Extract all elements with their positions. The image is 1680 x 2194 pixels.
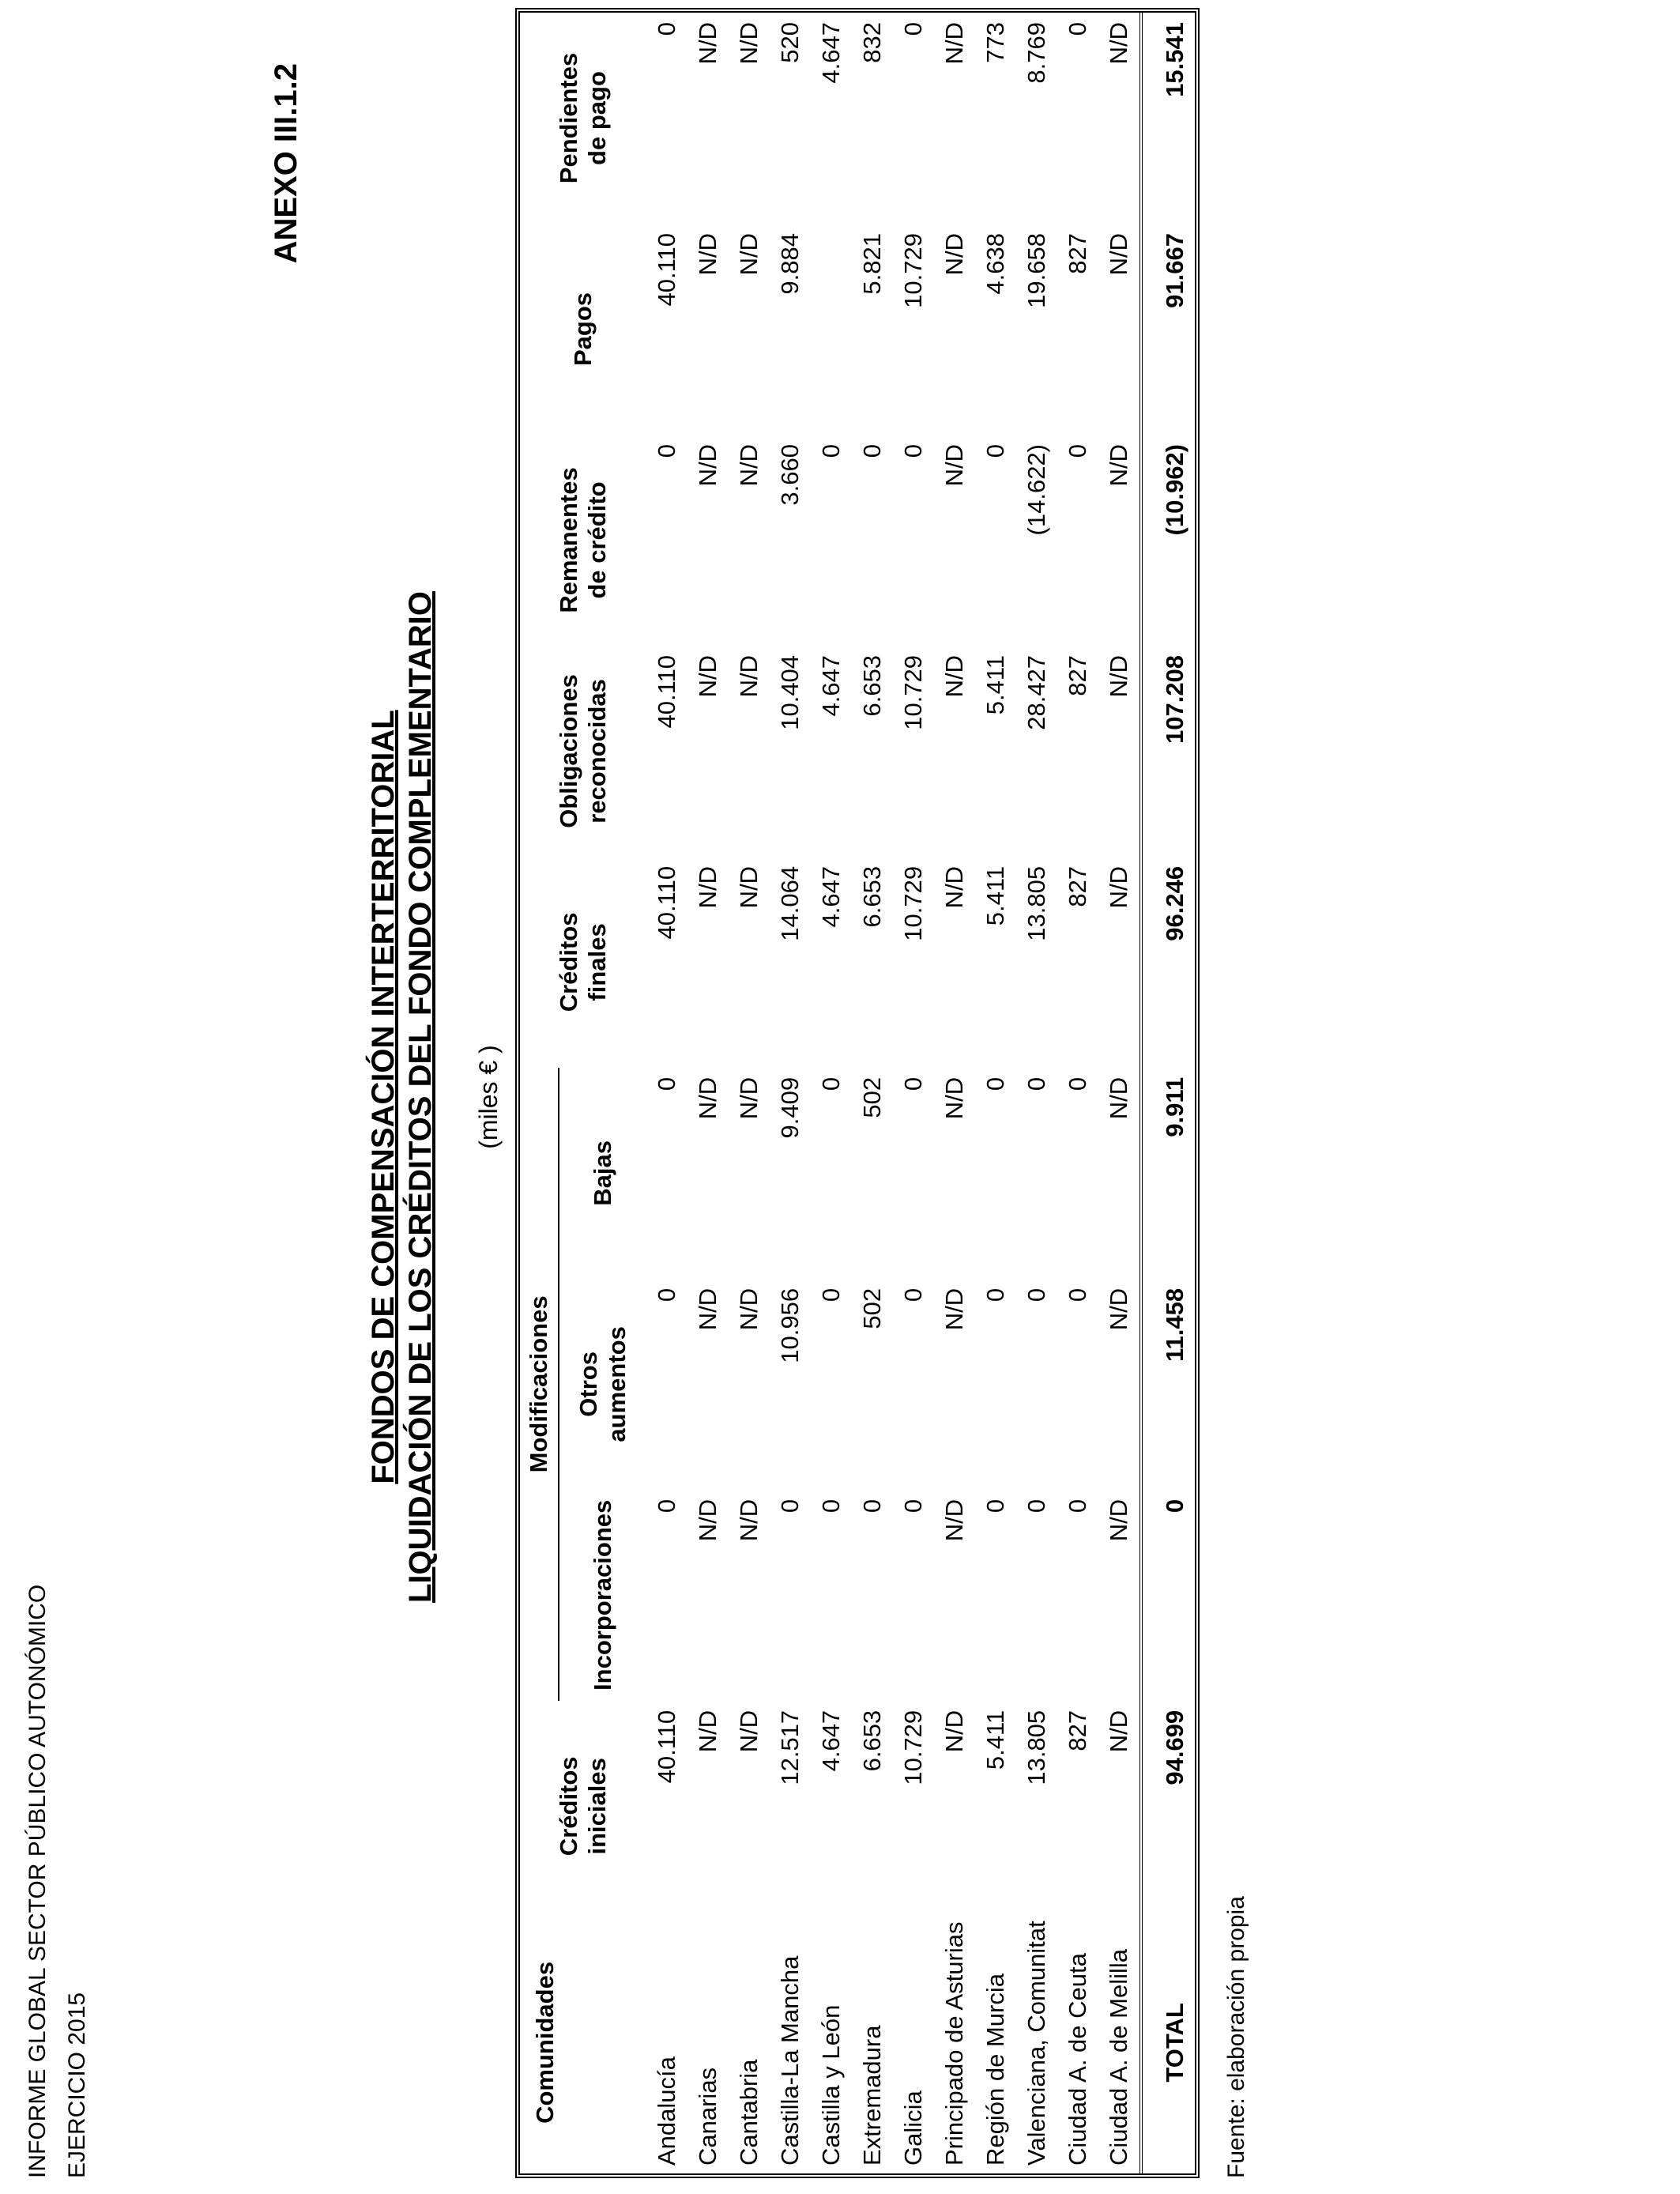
table-cell: N/D (735, 1287, 763, 1331)
table-cell: N/D (940, 233, 968, 276)
table-cell: N/D (940, 22, 968, 65)
table-cell: N/D (1105, 654, 1132, 698)
table-cell: N/D (940, 1710, 968, 1753)
table-cell: 0 (1023, 1287, 1050, 1302)
table-cell: N/D (694, 233, 721, 276)
units-label: (miles € ) (474, 1045, 503, 1149)
table-cell: 10.956 (776, 1287, 804, 1363)
table-cell: N/D (694, 443, 721, 487)
table-cell: N/D (940, 654, 968, 698)
col-header-creditos-finales-l2: finales (583, 923, 611, 1001)
table-cell: 0 (817, 443, 845, 458)
table-cell: 0 (899, 443, 927, 458)
table-cell: N/D (694, 654, 721, 698)
table-cell: N/D (694, 1287, 721, 1331)
liquidation-table-frame (515, 8, 1200, 2178)
table-cell: 832 (858, 22, 886, 63)
total-cell: 11.458 (1141, 1279, 1207, 1490)
table-cell: 773 (981, 22, 1009, 63)
comunidad-name: Principado de Asturias (940, 1921, 968, 2166)
table-cell: N/D (1105, 865, 1132, 909)
table-row (646, 13, 687, 2173)
table-cell: N/D (1105, 22, 1132, 65)
table-cell: 40.110 (653, 865, 680, 940)
table-cell: N/D (1105, 1076, 1132, 1120)
comunidad-name: Andalucía (653, 2056, 680, 2166)
table-cell: 5.411 (981, 865, 1009, 926)
table-row (770, 13, 811, 2173)
table-cell: 520 (776, 22, 804, 63)
total-cell: (10.962) (1141, 435, 1207, 646)
table-row (1016, 13, 1057, 2173)
col-header-otros-aumentos-l2: aumentos (603, 1326, 631, 1442)
comunidad-name: Ciudad A. de Ceuta (1064, 1953, 1091, 2166)
liquidation-table (520, 13, 1207, 2173)
table-cell: N/D (735, 22, 763, 65)
report-year: EJERCICIO 2015 (64, 1992, 90, 2178)
table-cell: 827 (1064, 654, 1091, 696)
table-cell: N/D (1105, 443, 1132, 487)
col-header-otros-aumentos-l1: Otros (574, 1351, 602, 1417)
table-cell: 0 (653, 1076, 680, 1091)
col-header-obligaciones (520, 646, 646, 857)
table-cell: 827 (1064, 1710, 1091, 1751)
comunidad-name: Valenciana, Comunitat (1023, 1921, 1050, 2166)
col-header-remanentes (520, 435, 646, 646)
table-cell: 4.647 (817, 1710, 845, 1772)
col-header-creditos-iniciales-l1: Créditos (555, 1756, 582, 1857)
table-cell: 40.110 (653, 1710, 680, 1784)
table-row (687, 13, 729, 2173)
comunidad-name: Extremadura (858, 2025, 886, 2166)
table-cell: 0 (899, 1287, 927, 1302)
col-header-bajas: Bajas (589, 1140, 616, 1206)
table-cell: 4.647 (817, 865, 845, 928)
col-group-modificaciones: Modificaciones (520, 1068, 559, 1701)
table-cell: 0 (817, 1076, 845, 1091)
table-cell: 13.805 (1023, 1710, 1050, 1785)
table-cell: 9.884 (776, 233, 804, 295)
table-cell: 10.729 (899, 654, 927, 730)
table-cell: 5.411 (981, 654, 1009, 715)
table-cell: 0 (1064, 1498, 1091, 1514)
col-header-creditos-iniciales-l2: iniciales (583, 1758, 611, 1855)
table-cell: (14.622) (1023, 443, 1050, 536)
total-cell: 0 (1141, 1490, 1207, 1701)
table-row (729, 13, 770, 2173)
table-cell: 4.647 (817, 654, 845, 717)
table-cell: 0 (899, 1076, 927, 1091)
col-header-incorporaciones: Incorporaciones (589, 1499, 616, 1691)
table-cell: N/D (940, 1498, 968, 1542)
table-cell: 6.653 (858, 654, 886, 717)
table-cell: 8.769 (1023, 22, 1050, 84)
table-cell: 0 (858, 1498, 886, 1514)
annex-label: ANEXO III.1.2 (269, 63, 303, 264)
table-cell: 5.411 (981, 1710, 1009, 1770)
document-title-line-1: FONDOS DE COMPENSACIÓN INTERTERRITORIAL (366, 710, 401, 1484)
table-cell: 0 (1064, 1076, 1091, 1091)
col-header-pendientes-l2: de pago (583, 71, 611, 165)
report-title: INFORME GLOBAL SECTOR PÚBLICO AUTONÓMICO (24, 1584, 51, 2178)
total-cell: 91.667 (1141, 224, 1207, 435)
table-cell (811, 224, 852, 435)
comunidad-name: Castilla y León (817, 2004, 845, 2166)
table-cell: N/D (694, 1498, 721, 1542)
col-header-pendientes-l1: Pendientes (555, 52, 582, 184)
table-cell: 0 (1064, 443, 1091, 458)
table-cell: N/D (694, 865, 721, 909)
table-cell: 6.653 (858, 1710, 886, 1772)
table-cell: 827 (1064, 865, 1091, 907)
col-header-pagos: Pagos (569, 292, 597, 367)
table-cell: N/D (1105, 1498, 1132, 1542)
col-header-remanentes-l1: Remanentes (555, 467, 582, 613)
col-header-obligaciones-l1: Obligaciones (555, 674, 582, 828)
table-row (975, 13, 1016, 2173)
total-cell: 9.911 (1141, 1068, 1207, 1279)
table-total-row (1141, 13, 1207, 2173)
table-cell: 10.729 (899, 233, 927, 308)
table-cell: 502 (858, 1076, 886, 1118)
table-cell: 0 (899, 22, 927, 36)
table-cell: 0 (817, 1498, 845, 1514)
table-cell: 28.427 (1023, 654, 1050, 730)
table-cell: N/D (735, 1498, 763, 1542)
table-row (1057, 13, 1098, 2173)
col-header-pendientes (520, 13, 646, 224)
table-cell: N/D (1105, 233, 1132, 276)
table-cell: 0 (776, 1498, 804, 1514)
table-cell: 0 (1023, 1076, 1050, 1091)
table-cell: 40.110 (653, 654, 680, 729)
table-cell: N/D (694, 1710, 721, 1753)
table-cell: 0 (1064, 22, 1091, 36)
table-cell: 13.805 (1023, 865, 1050, 941)
table-cell: 0 (817, 1287, 845, 1302)
table-row (1098, 13, 1141, 2173)
table-cell: N/D (940, 1287, 968, 1331)
comunidad-name: Región de Murcia (981, 1973, 1009, 2166)
table-cell: 4.647 (817, 22, 845, 84)
table-cell: N/D (1105, 1710, 1132, 1753)
table-cell: 40.110 (653, 233, 680, 307)
table-row (893, 13, 934, 2173)
total-cell: 96.246 (1141, 857, 1207, 1068)
table-cell: 9.409 (776, 1076, 804, 1139)
total-label: TOTAL (1141, 1912, 1207, 2173)
comunidad-name: Ciudad A. de Melilla (1105, 1949, 1132, 2166)
table-cell: 0 (653, 443, 680, 458)
total-cell: 94.699 (1141, 1701, 1207, 1912)
table-cell: 0 (981, 1498, 1009, 1514)
table-cell: 10.729 (899, 1710, 927, 1785)
table-cell: 0 (653, 1498, 680, 1514)
table-cell: 19.658 (1023, 233, 1050, 308)
table-cell: 0 (981, 1076, 1009, 1091)
table-cell: 10.404 (776, 654, 804, 730)
table-cell: 0 (858, 443, 886, 458)
table-cell: N/D (694, 1076, 721, 1120)
table-cell: 0 (653, 1287, 680, 1302)
table-cell: N/D (1105, 1287, 1132, 1331)
table-row (934, 13, 975, 2173)
source-note: Fuente: elaboración propia (1223, 1896, 1249, 2178)
table-cell: N/D (735, 1710, 763, 1753)
table-body (646, 13, 1141, 2173)
table-cell: 6.653 (858, 865, 886, 928)
table-row (811, 13, 852, 2173)
col-header-creditos-finales (520, 857, 646, 1068)
total-cell: 107.208 (1141, 646, 1207, 857)
table-cell: 502 (858, 1287, 886, 1329)
table-cell: 0 (653, 22, 680, 36)
table-cell: 14.064 (776, 865, 804, 941)
table-cell: 4.638 (981, 233, 1009, 295)
col-header-otros-aumentos (559, 1279, 646, 1490)
col-header-remanentes-l2: de crédito (583, 481, 611, 599)
table-cell: N/D (735, 865, 763, 909)
comunidad-name: Galicia (899, 2090, 927, 2166)
comunidad-name: Castilla-La Mancha (776, 1955, 804, 2166)
table-cell: 0 (1064, 1287, 1091, 1302)
col-header-creditos-iniciales (520, 1701, 646, 1912)
table-cell: N/D (940, 443, 968, 487)
table-cell: N/D (940, 1076, 968, 1120)
table-cell: 0 (899, 1498, 927, 1514)
col-header-creditos-finales-l1: Créditos (555, 912, 582, 1012)
col-header-comunidades: Comunidades (531, 1961, 559, 2124)
table-cell: 0 (1023, 1498, 1050, 1514)
table-cell: N/D (735, 654, 763, 698)
table-cell: 0 (981, 443, 1009, 458)
table-cell: N/D (735, 443, 763, 487)
total-cell: 15.541 (1141, 13, 1207, 224)
table-cell: N/D (735, 1076, 763, 1120)
table-cell: 3.660 (776, 443, 804, 506)
table-row (852, 13, 893, 2173)
table-cell: 5.821 (858, 233, 886, 295)
comunidad-name: Cantabria (735, 2059, 763, 2166)
table-cell: N/D (735, 233, 763, 276)
table-cell: 0 (981, 1287, 1009, 1302)
table-cell: 10.729 (899, 865, 927, 941)
table-cell: N/D (940, 865, 968, 909)
table-cell: N/D (694, 22, 721, 65)
document-title-line-2: LIQUIDACIÓN DE LOS CRÉDITOS DEL FONDO COMPLEMENTARIO (403, 590, 438, 1604)
col-header-obligaciones-l2: reconocidas (583, 679, 611, 824)
table-cell: 12.517 (776, 1710, 804, 1785)
comunidad-name: Canarias (694, 2067, 721, 2166)
table-cell: 827 (1064, 233, 1091, 274)
